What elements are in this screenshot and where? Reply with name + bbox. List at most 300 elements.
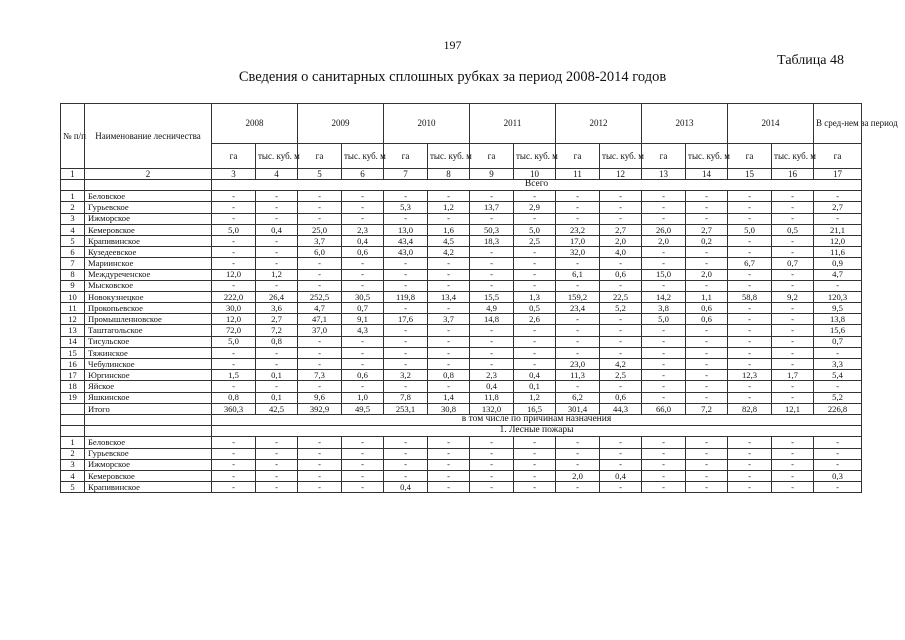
value-cell: - xyxy=(514,247,556,258)
value-cell: 0,1 xyxy=(256,370,298,381)
value-cell: - xyxy=(342,336,384,347)
value-cell: - xyxy=(342,213,384,224)
value-cell: 11,8 xyxy=(470,392,514,403)
table-row xyxy=(61,213,862,224)
value-cell: - xyxy=(686,280,728,291)
value-cell: - xyxy=(384,336,428,347)
value-cell: 2,0 xyxy=(556,470,600,481)
value-cell: - xyxy=(256,202,298,213)
value-cell: - xyxy=(556,280,600,291)
value-cell: - xyxy=(256,470,298,481)
row-number: 3 xyxy=(61,213,85,224)
value-cell: 42,5 xyxy=(256,403,298,414)
value-cell: - xyxy=(686,191,728,202)
value-cell: - xyxy=(256,213,298,224)
value-cell: - xyxy=(212,213,256,224)
value-cell: - xyxy=(470,280,514,291)
value-cell: 120,3 xyxy=(814,291,862,302)
row-number: 18 xyxy=(61,381,85,392)
value-cell: - xyxy=(728,202,772,213)
value-cell: - xyxy=(342,347,384,358)
value-cell: - xyxy=(342,202,384,213)
value-cell: 0,6 xyxy=(600,392,642,403)
forestry-name: Гурьевское xyxy=(85,202,212,213)
value-cell: - xyxy=(686,325,728,336)
value-cell: 2,0 xyxy=(600,235,642,246)
value-cell: - xyxy=(514,258,556,269)
row-number: 19 xyxy=(61,392,85,403)
value-cell: - xyxy=(428,347,470,358)
value-cell: - xyxy=(384,437,428,448)
value-cell: - xyxy=(342,437,384,448)
value-cell: - xyxy=(342,459,384,470)
table-row xyxy=(61,280,862,291)
value-cell: 0,6 xyxy=(686,303,728,314)
forestry-name: Кемеровское xyxy=(85,224,212,235)
value-cell: 0,4 xyxy=(256,224,298,235)
forestry-name: Кузедеевское xyxy=(85,247,212,258)
value-cell: 252,5 xyxy=(298,291,342,302)
row-number: 4 xyxy=(61,470,85,481)
forestry-name: Ижморское xyxy=(85,459,212,470)
value-cell: - xyxy=(728,314,772,325)
value-cell: - xyxy=(256,280,298,291)
header-unit-ha: га xyxy=(728,144,772,169)
value-cell: 2,7 xyxy=(686,224,728,235)
value-cell: - xyxy=(212,347,256,358)
row-number: 2 xyxy=(61,448,85,459)
value-cell: 0,9 xyxy=(814,258,862,269)
value-cell: - xyxy=(212,247,256,258)
value-cell: 1,0 xyxy=(342,392,384,403)
value-cell: 43,0 xyxy=(384,247,428,258)
forestry-name: Тяжинское xyxy=(85,347,212,358)
table-row xyxy=(61,258,862,269)
value-cell: - xyxy=(556,347,600,358)
value-cell: - xyxy=(728,247,772,258)
row-number: 1 xyxy=(61,437,85,448)
value-cell: 9,5 xyxy=(814,303,862,314)
row-number: 6 xyxy=(61,247,85,258)
value-cell: 226,8 xyxy=(814,403,862,414)
value-cell: - xyxy=(428,470,470,481)
value-cell: - xyxy=(342,280,384,291)
value-cell: 82,8 xyxy=(728,403,772,414)
column-number: 13 xyxy=(642,169,686,180)
value-cell: 0,4 xyxy=(384,482,428,493)
value-cell: - xyxy=(600,325,642,336)
value-cell: - xyxy=(212,280,256,291)
header-year: 2012 xyxy=(556,104,642,144)
forestry-name: Кемеровское xyxy=(85,470,212,481)
value-cell: 47,1 xyxy=(298,314,342,325)
value-cell: - xyxy=(556,448,600,459)
value-cell: - xyxy=(514,437,556,448)
value-cell: - xyxy=(728,470,772,481)
value-cell: - xyxy=(342,448,384,459)
value-cell: 4,0 xyxy=(600,247,642,258)
header-unit-volume: тыс. куб. м xyxy=(600,144,642,169)
header-year: 2008 xyxy=(212,104,298,144)
header-year: 2011 xyxy=(470,104,556,144)
value-cell: 0,4 xyxy=(600,470,642,481)
value-cell: - xyxy=(772,202,814,213)
value-cell: - xyxy=(342,258,384,269)
value-cell: 30,8 xyxy=(428,403,470,414)
value-cell: 13,0 xyxy=(384,224,428,235)
column-number: 17 xyxy=(814,169,862,180)
value-cell: - xyxy=(428,280,470,291)
value-cell: 26,0 xyxy=(642,224,686,235)
table-row xyxy=(61,392,862,403)
value-cell: - xyxy=(212,459,256,470)
column-number: 12 xyxy=(600,169,642,180)
value-cell: - xyxy=(642,247,686,258)
value-cell: - xyxy=(428,258,470,269)
value-cell: - xyxy=(428,213,470,224)
value-cell: - xyxy=(342,269,384,280)
value-cell: - xyxy=(470,437,514,448)
value-cell: 3,7 xyxy=(428,314,470,325)
value-cell: - xyxy=(728,347,772,358)
header-unit-volume: тыс. куб. м xyxy=(428,144,470,169)
value-cell: 7,2 xyxy=(686,403,728,414)
value-cell: 7,3 xyxy=(298,370,342,381)
value-cell: - xyxy=(298,482,342,493)
value-cell: 2,0 xyxy=(642,235,686,246)
value-cell: 30,0 xyxy=(212,303,256,314)
row-number: 14 xyxy=(61,336,85,347)
header-unit-ha: га xyxy=(470,144,514,169)
column-number: 7 xyxy=(384,169,428,180)
value-cell: - xyxy=(298,347,342,358)
header-num: № п/п xyxy=(61,104,85,169)
value-cell: - xyxy=(728,191,772,202)
table-row xyxy=(61,303,862,314)
row-number: 9 xyxy=(61,280,85,291)
table-row xyxy=(61,235,862,246)
value-cell: - xyxy=(342,482,384,493)
row-number: 15 xyxy=(61,347,85,358)
value-cell: - xyxy=(600,459,642,470)
table-row xyxy=(61,336,862,347)
value-cell: - xyxy=(772,269,814,280)
sanitary-cuttings-table xyxy=(60,103,898,493)
value-cell: 301,4 xyxy=(556,403,600,414)
table-row xyxy=(61,359,862,370)
value-cell: - xyxy=(686,247,728,258)
value-cell: - xyxy=(384,347,428,358)
value-cell: 0,6 xyxy=(600,269,642,280)
value-cell: 1,2 xyxy=(428,202,470,213)
value-cell: - xyxy=(256,258,298,269)
value-cell: 9,6 xyxy=(298,392,342,403)
value-cell: - xyxy=(814,191,862,202)
header-unit-ha: га xyxy=(814,144,862,169)
value-cell: 66,0 xyxy=(642,403,686,414)
value-cell: - xyxy=(212,437,256,448)
value-cell: 1,4 xyxy=(428,392,470,403)
value-cell: 0,4 xyxy=(470,381,514,392)
value-cell: - xyxy=(556,325,600,336)
value-cell: - xyxy=(514,459,556,470)
value-cell: - xyxy=(298,470,342,481)
value-cell: 4,3 xyxy=(342,325,384,336)
row-number: 5 xyxy=(61,482,85,493)
value-cell: - xyxy=(728,325,772,336)
value-cell: - xyxy=(256,347,298,358)
value-cell: 4,5 xyxy=(428,235,470,246)
header-year: 2014 xyxy=(728,104,814,144)
value-cell: 2,7 xyxy=(256,314,298,325)
value-cell: 50,3 xyxy=(470,224,514,235)
value-cell: - xyxy=(298,269,342,280)
value-cell: 22,5 xyxy=(600,291,642,302)
section-forest-fires: 1. Лесные пожары xyxy=(212,426,862,437)
value-cell: 23,0 xyxy=(556,359,600,370)
value-cell: - xyxy=(470,258,514,269)
value-cell: - xyxy=(256,235,298,246)
value-cell: 43,4 xyxy=(384,235,428,246)
value-cell: - xyxy=(772,235,814,246)
table-row xyxy=(61,482,862,493)
value-cell: - xyxy=(514,269,556,280)
value-cell: 3,2 xyxy=(384,370,428,381)
value-cell: - xyxy=(642,336,686,347)
value-cell: 0,1 xyxy=(256,392,298,403)
value-cell: - xyxy=(298,336,342,347)
value-cell: - xyxy=(642,191,686,202)
row-number xyxy=(61,403,85,414)
value-cell: - xyxy=(514,359,556,370)
value-cell: - xyxy=(428,325,470,336)
value-cell: - xyxy=(556,213,600,224)
value-cell: 2,5 xyxy=(600,370,642,381)
row-number: 16 xyxy=(61,359,85,370)
value-cell: - xyxy=(212,482,256,493)
value-cell: - xyxy=(384,258,428,269)
value-cell: - xyxy=(514,191,556,202)
value-cell: 0,8 xyxy=(428,370,470,381)
table-row xyxy=(61,291,862,302)
value-cell: 132,0 xyxy=(470,403,514,414)
value-cell: - xyxy=(814,448,862,459)
value-cell: - xyxy=(642,482,686,493)
row-number: 10 xyxy=(61,291,85,302)
value-cell: - xyxy=(772,459,814,470)
value-cell: - xyxy=(600,202,642,213)
value-cell: - xyxy=(686,370,728,381)
value-cell: - xyxy=(428,459,470,470)
value-cell: - xyxy=(298,191,342,202)
value-cell: - xyxy=(814,280,862,291)
value-cell: 0,3 xyxy=(814,470,862,481)
column-number: 15 xyxy=(728,169,772,180)
value-cell: - xyxy=(470,347,514,358)
forestry-name: Тисульское xyxy=(85,336,212,347)
value-cell: - xyxy=(728,448,772,459)
value-cell: 1,1 xyxy=(686,291,728,302)
value-cell: 1,2 xyxy=(514,392,556,403)
table-row xyxy=(61,381,862,392)
header-unit-ha: га xyxy=(384,144,428,169)
value-cell: - xyxy=(514,470,556,481)
value-cell: 9,1 xyxy=(342,314,384,325)
forestry-name: Чебулинское xyxy=(85,359,212,370)
value-cell: 0,7 xyxy=(814,336,862,347)
value-cell: - xyxy=(384,459,428,470)
header-unit-ha: га xyxy=(642,144,686,169)
value-cell: - xyxy=(212,470,256,481)
forestry-name: Промышленновское xyxy=(85,314,212,325)
row-number: 8 xyxy=(61,269,85,280)
value-cell: - xyxy=(514,448,556,459)
value-cell: 0,7 xyxy=(342,303,384,314)
value-cell: - xyxy=(298,359,342,370)
value-cell: - xyxy=(298,437,342,448)
value-cell: - xyxy=(384,191,428,202)
value-cell: - xyxy=(470,191,514,202)
value-cell: 0,2 xyxy=(686,235,728,246)
section-total: Всего xyxy=(212,180,862,191)
value-cell: 5,2 xyxy=(814,392,862,403)
value-cell: - xyxy=(514,482,556,493)
value-cell: 72,0 xyxy=(212,325,256,336)
value-cell: 12,0 xyxy=(814,235,862,246)
value-cell: 5,0 xyxy=(212,224,256,235)
value-cell: 2,0 xyxy=(686,269,728,280)
value-cell: - xyxy=(514,213,556,224)
value-cell: - xyxy=(686,213,728,224)
value-cell: - xyxy=(470,247,514,258)
value-cell: 13,7 xyxy=(470,202,514,213)
value-cell: - xyxy=(212,235,256,246)
value-cell: - xyxy=(600,191,642,202)
value-cell: 13,8 xyxy=(814,314,862,325)
value-cell: 12,1 xyxy=(772,403,814,414)
value-cell: 6,2 xyxy=(556,392,600,403)
header-unit-ha: га xyxy=(298,144,342,169)
value-cell: 14,8 xyxy=(470,314,514,325)
table-row xyxy=(61,202,862,213)
header-unit-volume: тыс. куб. м xyxy=(342,144,384,169)
value-cell: - xyxy=(728,392,772,403)
value-cell: - xyxy=(212,359,256,370)
value-cell: 4,9 xyxy=(470,303,514,314)
value-cell: - xyxy=(514,280,556,291)
header-unit-volume: тыс. куб. м xyxy=(686,144,728,169)
table-label: Таблица 48 xyxy=(777,53,844,68)
column-number: 14 xyxy=(686,169,728,180)
forestry-name: Яшкинское xyxy=(85,392,212,403)
value-cell: 21,1 xyxy=(814,224,862,235)
column-number: 3 xyxy=(212,169,256,180)
value-cell: 0,4 xyxy=(342,235,384,246)
value-cell: - xyxy=(772,325,814,336)
value-cell: - xyxy=(772,347,814,358)
value-cell: 253,1 xyxy=(384,403,428,414)
value-cell: 2,5 xyxy=(514,235,556,246)
value-cell: - xyxy=(728,381,772,392)
value-cell: 2,3 xyxy=(342,224,384,235)
table-row xyxy=(61,470,862,481)
value-cell: - xyxy=(772,247,814,258)
empty-cell xyxy=(61,180,85,191)
value-cell: - xyxy=(686,448,728,459)
value-cell: - xyxy=(642,381,686,392)
value-cell: - xyxy=(686,336,728,347)
value-cell: 49,5 xyxy=(342,403,384,414)
value-cell: - xyxy=(728,459,772,470)
value-cell: 23,2 xyxy=(556,224,600,235)
value-cell: - xyxy=(428,381,470,392)
forestry-name: Итого xyxy=(85,403,212,414)
value-cell: 25,0 xyxy=(298,224,342,235)
value-cell: - xyxy=(256,191,298,202)
value-cell: - xyxy=(728,280,772,291)
value-cell: - xyxy=(642,470,686,481)
value-cell: - xyxy=(470,470,514,481)
value-cell: - xyxy=(212,381,256,392)
value-cell: 15,6 xyxy=(814,325,862,336)
table-row xyxy=(61,224,862,235)
value-cell: - xyxy=(772,437,814,448)
value-cell: - xyxy=(212,448,256,459)
value-cell: - xyxy=(642,213,686,224)
value-cell: - xyxy=(686,392,728,403)
value-cell: - xyxy=(600,381,642,392)
value-cell: - xyxy=(728,269,772,280)
value-cell: - xyxy=(772,303,814,314)
value-cell: 5,0 xyxy=(728,224,772,235)
forestry-name: Таштагольское xyxy=(85,325,212,336)
forestry-name: Крапивинское xyxy=(85,235,212,246)
value-cell: - xyxy=(428,336,470,347)
value-cell: - xyxy=(212,191,256,202)
section-reasons: в том числе по причинам назначения xyxy=(212,414,862,425)
value-cell: - xyxy=(514,347,556,358)
value-cell: - xyxy=(428,359,470,370)
empty-cell xyxy=(61,426,85,437)
value-cell: 5,0 xyxy=(642,314,686,325)
value-cell: - xyxy=(814,381,862,392)
value-cell: - xyxy=(556,482,600,493)
value-cell: - xyxy=(470,325,514,336)
value-cell: 7,2 xyxy=(256,325,298,336)
value-cell: - xyxy=(686,359,728,370)
value-cell: 2,6 xyxy=(514,314,556,325)
value-cell: 2,3 xyxy=(470,370,514,381)
value-cell: 1,5 xyxy=(212,370,256,381)
page-number: 197 xyxy=(443,38,462,52)
value-cell: 13,4 xyxy=(428,291,470,302)
value-cell: - xyxy=(298,280,342,291)
value-cell: - xyxy=(428,448,470,459)
value-cell: 0,5 xyxy=(514,303,556,314)
table-row xyxy=(61,347,862,358)
value-cell: - xyxy=(384,303,428,314)
value-cell: 3,3 xyxy=(814,359,862,370)
value-cell: 5,4 xyxy=(814,370,862,381)
value-cell: - xyxy=(298,202,342,213)
value-cell: - xyxy=(298,213,342,224)
value-cell: 17,6 xyxy=(384,314,428,325)
value-cell: - xyxy=(428,303,470,314)
value-cell: - xyxy=(814,213,862,224)
value-cell: - xyxy=(642,202,686,213)
value-cell: 0,4 xyxy=(514,370,556,381)
value-cell: - xyxy=(384,280,428,291)
